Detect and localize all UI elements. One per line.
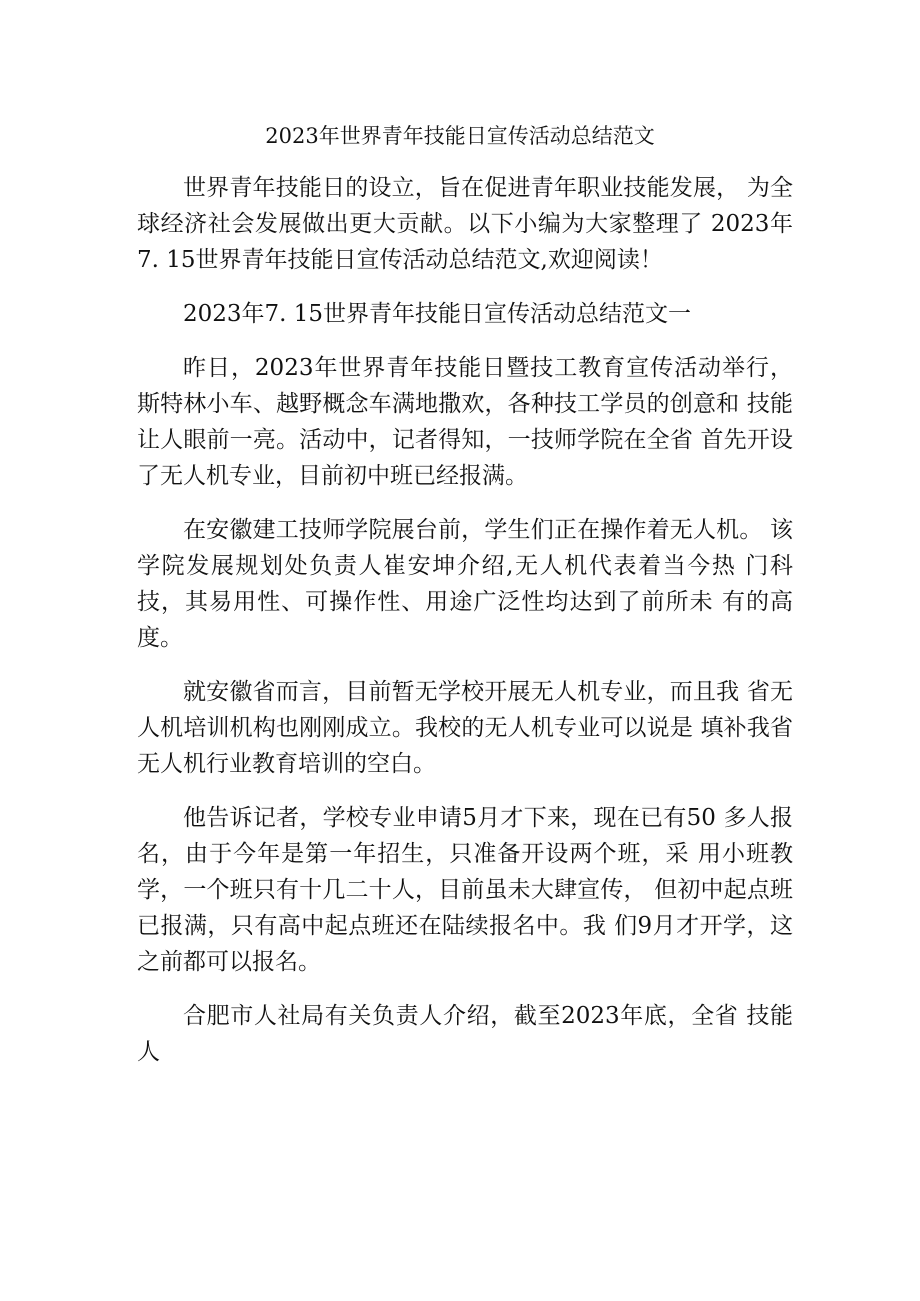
body-paragraph: 他告诉记者，学校专业申请5月才下来，现在已有50 多人报名，由于今年是第一年招生，只准备开设两个班，采 用小班教学，一个班只有十几二十人，目前虽未大肆宣传， 但初中起点班已报满，只有高中起点班还在陆续报名中。我 们9月才开学，这之前都可以报名。 <box>137 805 793 975</box>
document-body <box>137 170 793 1088</box>
body-paragraph: 昨日，2023年世界青年技能日暨技工教育宣传活动举行， 斯特林小车、越野概念车满地撒欢，各种技工学员的创意和 技能让人眼前一亮。活动中，记者得知，一技师学院在全省 首先开设了无人机专业，目前初中班已经报满。 <box>137 355 793 489</box>
body-paragraph: 就安徽省而言，目前暂无学校开展无人机专业，而且我 省无人机培训机构也刚刚成立。我校的无人机专业可以说是 填补我省无人机行业教育培训的空白。 <box>137 679 793 777</box>
section-heading: 2023年7. 15世界青年技能日宣传活动总结范文一 <box>183 301 692 327</box>
body-paragraph: 合肥市人社局有关负责人介绍，截至2023年底，全省 技能人 <box>137 1003 793 1065</box>
intro-paragraph: 世界青年技能日的设立，旨在促进青年职业技能发展， 为全球经济社会发展做出更大贡献。以下小编为大家整理了 2023年7. 15世界青年技能日宣传活动总结范文,欢迎阅读！ <box>137 175 793 273</box>
body-paragraph: 在安徽建工技师学院展台前，学生们正在操作着无人机。 该学院发展规划处负责人崔安坤介绍,无人机代表着当今热 门科技，其易用性、可操作性、用途广泛性均达到了前所未 有的高度。 <box>137 517 793 651</box>
document-title: 2023年世界青年技能日宣传活动总结范文 <box>265 124 655 148</box>
